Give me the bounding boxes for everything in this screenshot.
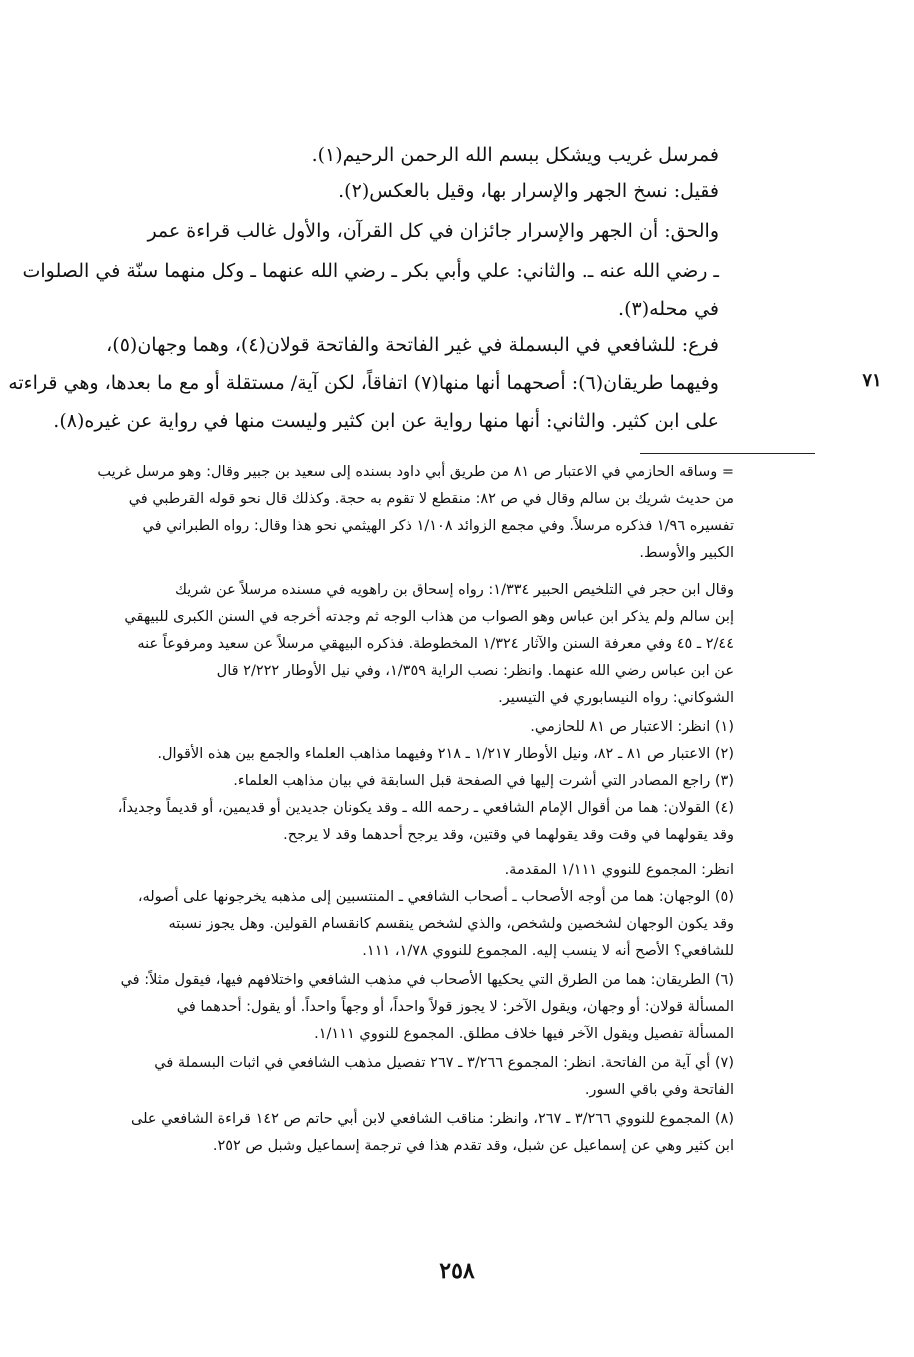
footnote-line: المسألة قولان: أو وجهان، ويقول الآخر: لا يجوز قولاً واحداً، أو وجهاً واحداً. أو يقول: أحدهما في — [176, 999, 734, 1015]
footnote-line: (٤) القولان: هما من أقوال الإمام الشافعي ـ رحمه الله ـ وقد يكونان جديدين أو قديمين، أو قديماً وجديداً، — [117, 800, 734, 816]
footnote-line: ابن كثير وهي عن إسماعيل عن شبل، وقد تقدم هذا في ترجمة إسماعيل وشبل ص ٢٥٢. — [212, 1138, 734, 1154]
footnote-line: (٥) الوجهان: هما من أوجه الأصحاب ـ أصحاب الشافعي ـ المنتسبين إلى مذهبه يخرجونها على أصوله، — [137, 889, 734, 905]
footnote-line: ٢/٤٤ ـ ٤٥ وفي معرفة السنن والآثار ١/٣٢٤ المخطوطة. فذكره البيهقي مرسلاً عن سعيد ومرفوعاً عنه — [137, 636, 734, 652]
footnote-line: وقال ابن حجر في التلخيص الحبير ١/٣٣٤: رواه إسحاق بن راهويه في مسنده مرسلاً عن شريك — [175, 582, 734, 598]
footnote-divider — [640, 453, 815, 454]
footnote-line: من حديث شريك بن سالم وقال في ص ٨٢: منقطع لا تقوم به حجة. وكذلك قال نحو قوله القرطبي في — [128, 491, 734, 507]
footnote-line: (٧) أي آية من الفاتحة. انظر: المجموع ٣/٢٦٦ ـ ٢٦٧ تفصيل مذهب الشافعي في اثبات البسملة في — [154, 1055, 734, 1071]
main-text-line: على ابن كثير. والثاني: أنها منها رواية عن ابن كثير وليست منها في رواية عن غيره(٨). — [53, 410, 719, 432]
footnote-line: إبن سالم ولم يذكر ابن عباس وهو الصواب من هذاب الوجه ثم وجدته أخرجه في السنن الكبرى للبيهقي — [124, 609, 734, 625]
main-text-line: فرع: للشافعي في البسملة في غير الفاتحة والفاتحة قولان(٤)، وهما وجهان(٥)، — [106, 334, 719, 356]
main-text-line: وفيهما طريقان(٦): أصحهما أنها منها(٧) اتفاقاً، لكن آية/ مستقلة أو مع ما بعدها، وهي قراءته — [8, 372, 719, 394]
footnote-line: وقد يقولهما في وقت وقد يقولهما في وقتين، وقد يرجح أحدهما وقد لا يرجح. — [283, 827, 734, 843]
footnote-line: = وساقه الحازمي في الاعتبار ص ٨١ من طريق أبي داود بسنده إلى سعيد بن جبير وقال: وهو مرسل غريب — [97, 464, 734, 480]
margin-page-marker: ٧١ — [862, 370, 882, 391]
footnote-line: (٦) الطريقان: هما من الطرق التي يحكيها الأصحاب في مذهب الشافعي واختلافهم فيها، فيقول مثلاً: في — [120, 972, 734, 988]
footnote-line: (٢) الاعتبار ص ٨١ ـ ٨٢، ونيل الأوطار ١/٢١٧ ـ ٢١٨ وفيهما مذاهب العلماء والجمع بين هذه الأقوال. — [157, 746, 734, 762]
footnote-line: وقد يكون الوجهان لشخصين ولشخص، والذي لشخص ينقسم كانقسام القولين. وهل يجوز نسبته — [168, 916, 734, 932]
footnote-line: الشوكاني: رواه النيسابوري في التيسير. — [498, 690, 734, 706]
footnote-line: عن ابن عباس رضي الله عنهما. وانظر: نصب الراية ١/٣٥٩، وفي نيل الأوطار ٢/٢٢٢ قال — [216, 663, 734, 679]
footnote-line: (٣) راجع المصادر التي أشرت إليها في الصفحة قبل السابقة في بيان مذاهب العلماء. — [233, 773, 734, 789]
main-text-line: فقيل: نسخ الجهر والإسرار بها، وقيل بالعكس(٢). — [338, 180, 719, 202]
main-text-line: ـ رضي الله عنه ـ. والثاني: علي وأبي بكر ـ رضي الله عنهما ـ وكل منهما سنّة في الصلوات — [22, 260, 719, 282]
footnote-line: الفاتحة وفي باقي السور. — [584, 1082, 734, 1098]
footnote-line: المسألة تفصيل ويقول الآخر فيها خلاف مطلق. المجموع للنووي ١/١١١. — [314, 1026, 734, 1042]
footnote-line: الكبير والأوسط. — [639, 545, 734, 561]
footnote-line: للشافعي؟ الأصح أنه لا ينسب إليه. المجموع للنووي ١/٧٨، ١١١. — [362, 943, 734, 959]
main-text-line: والحق: أن الجهر والإسرار جائزان في كل القرآن، والأول غالب قراءة عمر — [147, 220, 719, 242]
footnote-line: تفسيره ١/٩٦ فذكره مرسلاً. وفي مجمع الزوائد ١/١٠٨ ذكر الهيثمي نحو هذا وقال: رواه الطبراني في — [142, 518, 734, 534]
footnote-line: (١) انظر: الاعتبار ص ٨١ للحازمي. — [530, 719, 734, 735]
footnote-line: (٨) المجموع للنووي ٣/٢٦٦ ـ ٢٦٧، وانظر: مناقب الشافعي لابن أبي حاتم ص ١٤٢ قراءة الشافعي على — [131, 1111, 734, 1127]
main-text-line: في محله(٣). — [618, 298, 719, 320]
footnote-line: انظر: المجموع للنووي ١/١١١ المقدمة. — [504, 862, 734, 878]
main-text-line: فمرسل غريب ويشكل ببسم الله الرحمن الرحيم(١). — [311, 144, 719, 166]
page-number: ٢٥٨ — [439, 1258, 475, 1284]
